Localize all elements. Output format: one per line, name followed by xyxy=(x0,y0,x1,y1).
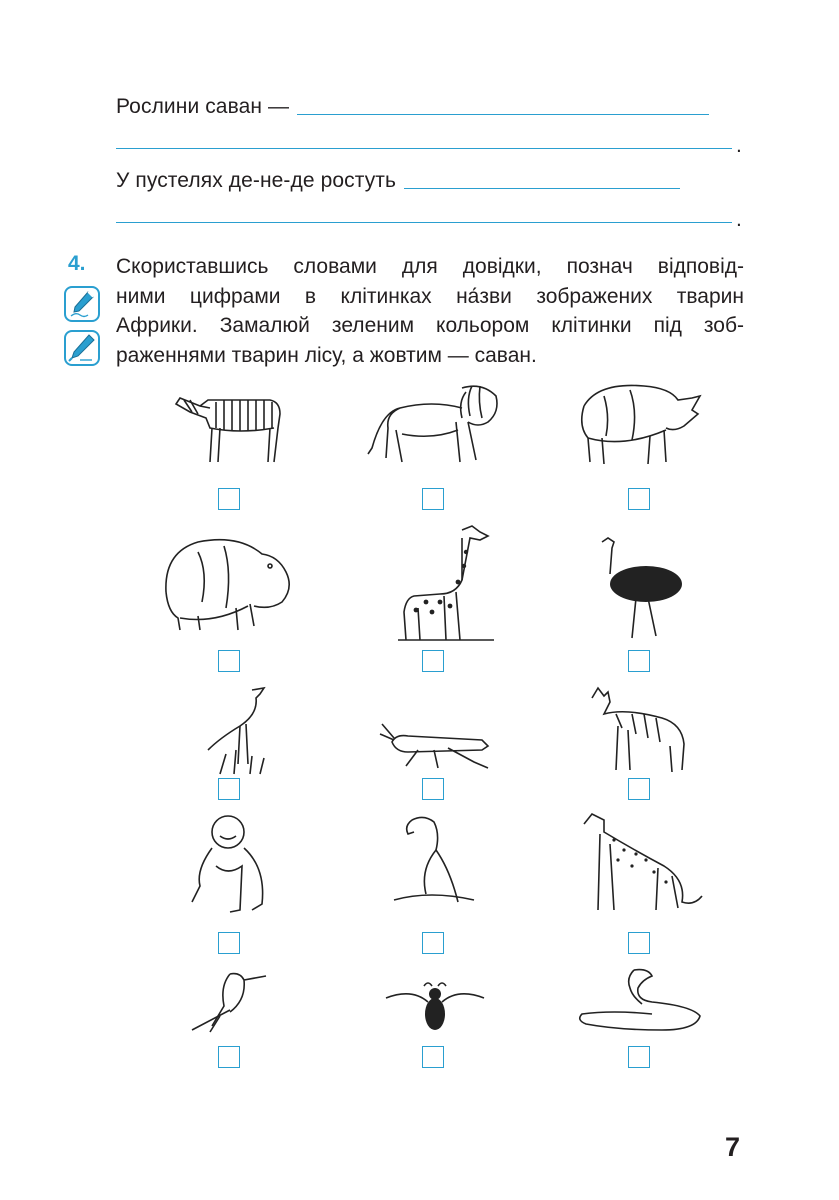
desert-answer-line-2[interactable] xyxy=(116,222,732,223)
task-line-4: раженнями тварин лісу, а жовтим — саван. xyxy=(116,343,537,367)
task-line-3: Африки. Замалюй зеленим кольором клітинки під зоб- xyxy=(116,314,744,337)
snake-image xyxy=(572,966,710,1036)
answer-box-parrot[interactable] xyxy=(422,932,444,954)
desert-row xyxy=(116,168,680,194)
giraffe-image xyxy=(396,522,496,642)
answer-box-cheetah[interactable] xyxy=(628,932,650,954)
answer-box-giraffe[interactable] xyxy=(422,650,444,672)
answer-box-locust[interactable] xyxy=(422,778,444,800)
rhinoceros-image xyxy=(574,376,706,466)
sunbird-image xyxy=(190,966,268,1036)
answer-box-hyena[interactable] xyxy=(628,778,650,800)
hippopotamus-image xyxy=(158,532,298,632)
period-2: . xyxy=(736,208,742,231)
zebra-image xyxy=(170,378,290,466)
answer-box-beetle[interactable] xyxy=(422,1046,444,1068)
answer-box-secretary-bird[interactable] xyxy=(218,778,240,800)
answer-box-hippopotamus[interactable] xyxy=(218,650,240,672)
answer-box-ostrich[interactable] xyxy=(628,650,650,672)
hyena-image xyxy=(586,684,694,776)
task-line-2: ними цифрами в клітинках на́зви зображених тварин xyxy=(116,284,744,308)
answer-box-snake[interactable] xyxy=(628,1046,650,1068)
ostrich-image xyxy=(596,534,688,640)
task-number: 4. xyxy=(68,252,86,275)
savanna-plants-answer-line-2[interactable] xyxy=(116,148,732,149)
answer-box-zebra[interactable] xyxy=(218,488,240,510)
pen-color-icon xyxy=(64,330,100,366)
desert-grow-label: У пустелях де-не-де ростуть xyxy=(116,169,397,192)
chimpanzee-image xyxy=(176,810,280,918)
task-line-1: Скориставшись словами для довідки, познач відповід- xyxy=(116,255,744,278)
answer-box-chimpanzee[interactable] xyxy=(218,932,240,954)
locust-image xyxy=(378,718,494,772)
savanna-plants-answer-line[interactable] xyxy=(297,114,709,115)
savanna-plants-row xyxy=(116,94,709,120)
beetle-image xyxy=(382,978,488,1036)
secretary-bird-image xyxy=(200,684,274,776)
cheetah-image xyxy=(574,810,706,916)
page-number: 7 xyxy=(725,1132,741,1162)
parrot-image xyxy=(390,810,476,912)
lion-image xyxy=(362,378,504,468)
answer-box-sunbird[interactable] xyxy=(218,1046,240,1068)
savanna-plants-label: Рослини саван — xyxy=(116,95,290,118)
desert-answer-line[interactable] xyxy=(404,188,680,189)
period-1: . xyxy=(736,134,742,157)
answer-box-rhinoceros[interactable] xyxy=(628,488,650,510)
answer-box-lion[interactable] xyxy=(422,488,444,510)
pen-write-icon xyxy=(64,286,100,322)
task-instructions xyxy=(116,252,744,370)
